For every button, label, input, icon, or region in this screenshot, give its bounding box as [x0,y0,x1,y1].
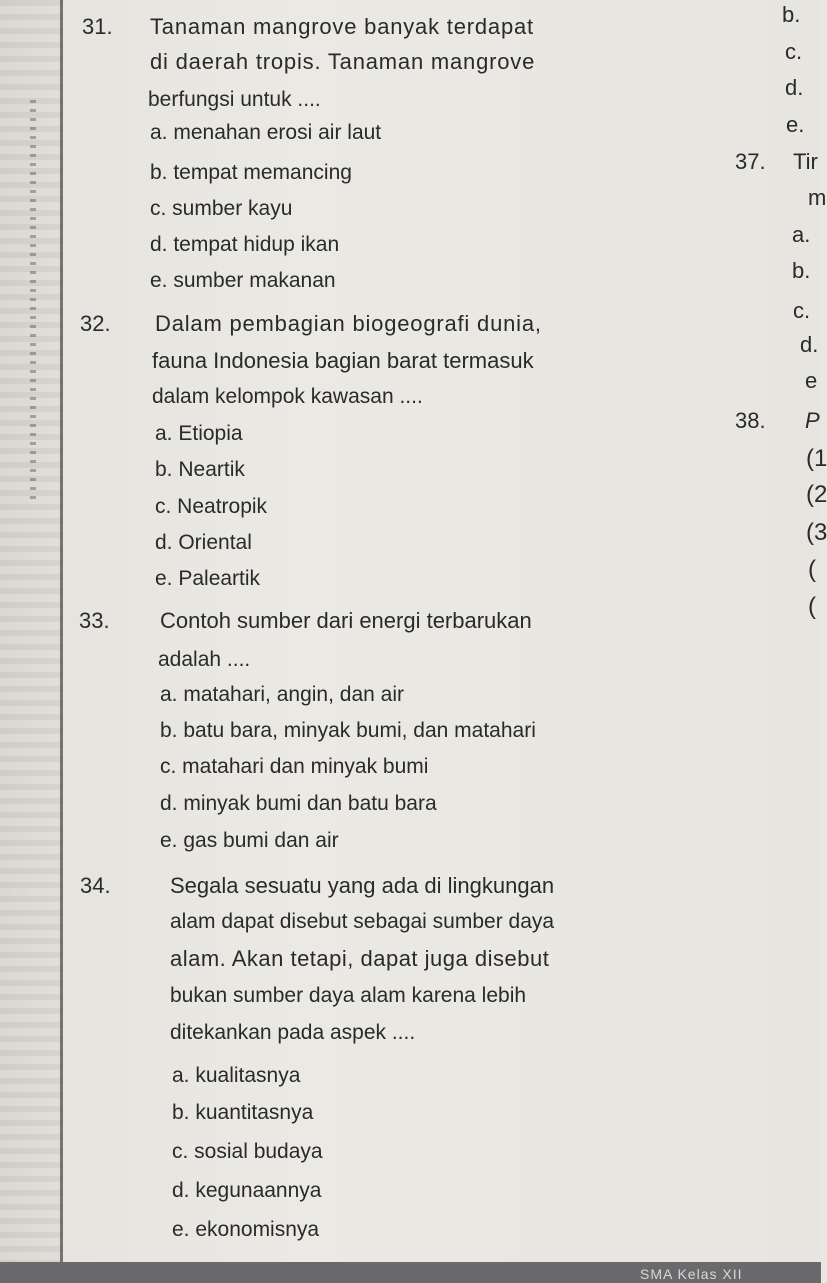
question-32-line-3: dalam kelompok kawasan .... [152,385,423,408]
question-number-33: 33. [79,608,110,633]
question-number-37: 37. [735,149,766,174]
option-31-e: e. sumber makanan [150,269,336,292]
right-option-c: c. [785,39,803,64]
option-31-b: b. tempat memancing [150,161,352,184]
question-34-line-2: alam dapat disebut sebagai sumber daya [170,910,555,933]
option-33-a: a. matahari, angin, dan air [160,683,404,706]
option-33-b: b. batu bara, minyak bumi, dan matahari [160,719,536,742]
page-margin-line [60,0,63,1283]
question-31-line-1: Tanaman mangrove banyak terdapat [150,14,534,39]
option-31-c: c. sumber kayu [150,197,293,220]
question-37-fragment: Tir [793,149,818,174]
option-34-d: d. kegunaannya [172,1179,322,1202]
question-number-34: 34. [80,873,111,898]
question-number-32: 32. [80,311,111,336]
question-38-fragment: P [805,408,820,433]
option-32-b: b. Neartik [155,458,245,481]
question-38-item-2: (2 [806,481,827,508]
question-number-38: 38. [735,408,766,433]
question-31-line-3: berfungsi untuk .... [148,88,321,111]
question-34-line-1: Segala sesuatu yang ada di lingkungan [170,873,555,898]
option-37-b: b. [792,258,811,283]
option-34-c: c. sosial budaya [172,1140,323,1163]
option-33-e: e. gas bumi dan air [160,829,339,852]
option-34-b: b. kuantitasnya [172,1101,314,1124]
option-34-a: a. kualitasnya [172,1064,301,1087]
option-34-e: e. ekonomisnya [172,1218,320,1241]
option-32-a: a. Etiopia [155,422,243,445]
option-33-c: c. matahari dan minyak bumi [160,755,429,778]
question-34-line-5: ditekankan pada aspek .... [170,1021,416,1044]
question-32-line-1: Dalam pembagian biogeografi dunia, [155,311,542,336]
question-38-item-3: (3 [806,519,827,546]
option-32-d: d. Oriental [155,531,252,554]
question-34-line-3: alam. Akan tetapi, dapat juga disebut [170,946,550,971]
option-31-d: d. tempat hidup ikan [150,233,340,256]
option-37-e: e [805,368,818,393]
option-32-c: c. Neatropik [155,495,268,518]
question-38-item-5: ( [808,593,816,620]
page-footer-text: SMA Kelas XII [640,1266,743,1282]
question-34-line-4: bukan sumber daya alam karena lebih [170,984,527,1007]
question-33-line-1: Contoh sumber dari energi terbarukan [160,608,532,633]
question-33-line-2: adalah .... [158,648,251,671]
option-37-a: a. [792,222,811,247]
right-option-e: e. [786,112,805,137]
binding-rings [30,100,36,500]
option-31-a: a. menahan erosi air laut [150,121,382,144]
option-32-e: e. Paleartik [155,567,261,590]
right-option-d: d. [785,75,804,100]
question-38-item-1: (1 [806,445,827,472]
question-38-item-4: ( [808,556,816,583]
question-number-31: 31. [82,14,113,39]
question-37-line-2: m [808,185,827,210]
question-32-line-2: fauna Indonesia bagian barat termasuk [152,348,534,373]
right-option-b: b. [782,2,801,27]
option-37-d: d. [800,332,819,357]
question-31-line-2: di daerah tropis. Tanaman mangrove [150,49,536,74]
option-37-c: c. [793,298,811,323]
option-33-d: d. minyak bumi dan batu bara [160,792,437,815]
